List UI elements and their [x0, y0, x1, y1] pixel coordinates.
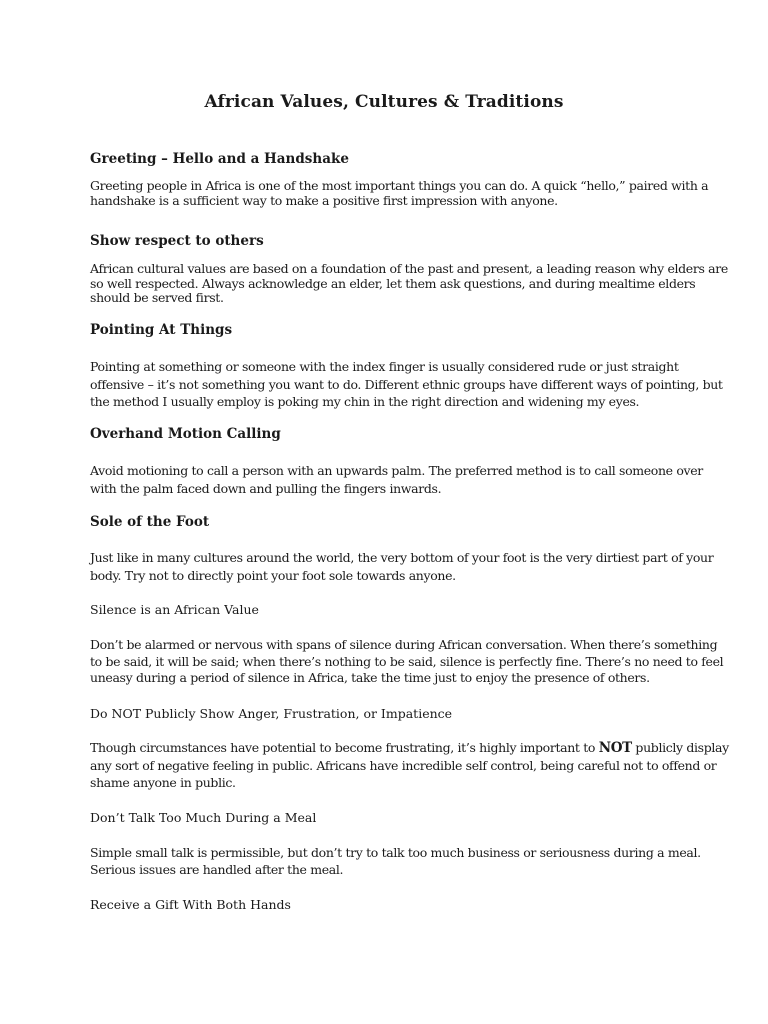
paragraph-line: so well respected. Always acknowledge an elder, let them ask questions, and during mealtime elders: [90, 275, 696, 291]
section-heading-gift: Receive a Gift With Both Hands: [90, 897, 291, 912]
paragraph-line: shame anyone in public.: [90, 775, 236, 790]
paragraph-line: Just like in many cultures around the world, the very bottom of your foot is the very dirtiest part of your: [90, 550, 714, 565]
paragraph-line: any sort of negative feeling in public. Africans have incredible self control, being careful not to offend or: [90, 758, 717, 773]
paragraph-line: Greeting people in Africa is one of the most important things you can do. A quick “hello,” paired with a: [90, 178, 709, 193]
section-paragraph-overhand: [90, 462, 703, 497]
emphasis-not: NOT: [598, 740, 632, 756]
section-paragraph-greeting: [90, 178, 709, 208]
paragraph-line: to be said, it will be said; when there’s nothing to be said, silence is perfectly fine. There’s no need to feel: [90, 653, 724, 669]
section-heading-greeting: Greeting – Hello and a Handshake: [90, 151, 349, 167]
page-title: African Values, Cultures & Traditions: [204, 92, 564, 112]
section-heading-meal: Don’t Talk Too Much During a Meal: [90, 810, 317, 825]
paragraph-line: African cultural values are based on a foundation of the past and present, a leading reason why elders are: [90, 261, 728, 276]
paragraph-line: offensive – it’s not something you want to do. Different ethnic groups have different ways of pointing, but: [90, 376, 723, 392]
paragraph-line: Serious issues are handled after the meal.: [90, 861, 344, 877]
paragraph-line: with the palm faced down and pulling the fingers inwards.: [90, 480, 442, 496]
paragraph-line: body. Try not to directly point your foot sole towards anyone.: [90, 567, 456, 583]
section-paragraph-respect: [90, 261, 728, 306]
paragraph-text: Though circumstances have potential to become frustrating, it’s highly important to: [90, 740, 599, 755]
paragraph-line: Don’t be alarmed or nervous with spans of silence during African conversation. When there’s something: [90, 637, 718, 652]
section-heading-anger: Do NOT Publicly Show Anger, Frustration, or Impatience: [90, 706, 453, 721]
paragraph-line: handshake is a sufficient way to make a positive first impression with anyone.: [90, 192, 558, 208]
section-heading-sole: Sole of the Foot: [90, 514, 210, 530]
paragraph-line: uneasy during a period of silence in Africa, take the time just to enjoy the presence of others.: [90, 670, 650, 685]
section-heading-overhand: Overhand Motion Calling: [90, 426, 281, 442]
section-paragraph-sole: [90, 549, 714, 584]
section-heading-silence: Silence is an African Value: [90, 602, 259, 617]
section-paragraph-meal: [90, 845, 701, 878]
paragraph-line: the method I usually employ is poking my chin in the right direction and widening my eyes.: [90, 394, 640, 409]
paragraph-line: Pointing at something or someone with the index finger is usually considered rude or just straight: [90, 359, 679, 374]
section-paragraph-pointing: [90, 358, 723, 411]
section-paragraph-silence: [90, 637, 724, 687]
paragraph-line: Avoid motioning to call a person with an upwards palm. The preferred method is to call someone over: [90, 463, 703, 478]
paragraph-line: Simple small talk is permissible, but don’t try to talk too much business or seriousness during a meal.: [90, 845, 701, 860]
section-heading-respect: Show respect to others: [90, 233, 264, 249]
paragraph-line: [90, 739, 729, 757]
paragraph-text: publicly display: [631, 740, 729, 755]
paragraph-line: should be served first.: [90, 290, 224, 305]
section-paragraph-anger: [90, 739, 729, 791]
section-heading-pointing: Pointing At Things: [90, 322, 233, 338]
